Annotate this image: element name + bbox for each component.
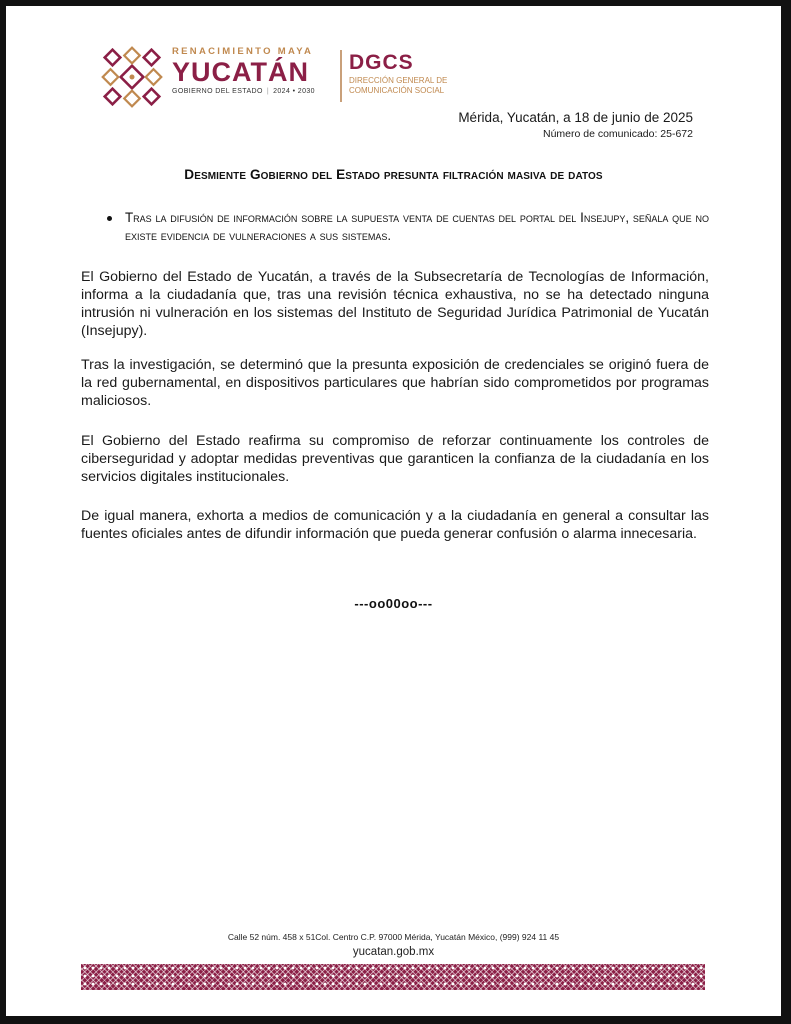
logo-divider [340,50,342,102]
body-paragraph-1: El Gobierno del Estado de Yucatán, a través de la Subsecretaría de Tecnologías de Información, informa a la ciudadanía que, tras una revisión técnica exhaustiva, no se ha detectado ninguna intrusión ni vulneración en los sistemas del Instituto de Seguridad Jurídica Patrimonial de Yucatán (Insejupy). [81,269,709,339]
body-paragraph-4: De igual manera, exhorta a medios de comunicación y a la ciudadanía en general a consultar las fuentes oficiales antes de difundir información que pueda generar confusión o alarma innecesaria. [81,508,709,542]
communique-number: Número de comunicado: 25-672 [542,128,693,140]
footer-url: yucatan.gob.mx [352,946,435,958]
brand-tagline: RENACIMIENTO MAYA [172,46,314,57]
brand-subtitle: GOBIERNO DEL ESTADO | 2024 • 2030 [172,88,315,95]
brand-block [172,46,315,95]
footer-address: Calle 52 núm. 458 x 51Col. Centro C.P. 97000 Mérida, Yucatán México, (999) 924 11 45 [227,932,560,942]
footer-pattern-band [81,964,705,990]
bullet-icon [107,216,112,221]
headline: Desmiente Gobierno del Estado presunta filtración masiva de datos [184,167,603,182]
dgcs-block [349,52,447,96]
body-paragraph-3: El Gobierno del Estado reafirma su compromiso de reforzar continuamente los controles de ciberseguridad y adoptar medidas preventivas que garanticen la confianza de la ciudadanía en los servicios digitales institucionales. [81,433,709,485]
document-page [6,6,781,1016]
brand-name: YUCATÁN [172,57,309,87]
brand-government-label: GOBIERNO DEL ESTADO [172,88,263,95]
yucatan-logo-icon [101,46,163,108]
date-line: Mérida, Yucatán, a 18 de junio de 2025 [458,110,693,125]
brand-period-label: 2024 • 2030 [273,88,315,95]
bullet-summary: Tras la difusión de información sobre la supuesta venta de cuentas del portal del Insejupy, señala que no existe evidencia de vulneraciones a sus sistemas. [125,210,709,243]
dgcs-subtitle-line2: COMUNICACIÓN SOCIAL [349,86,445,95]
dgcs-title: DGCS [349,51,414,74]
dgcs-subtitle-line1: DIRECCIÓN GENERAL DE [349,76,448,85]
body-paragraph-2: Tras la investigación, se determinó que la presunta exposición de credenciales se originó fuera de la red gubernamental, en dispositivos particulares que habrían sido comprometidos por programas maliciosos. [81,357,709,409]
closing-mark: ---oo00oo--- [354,596,433,611]
